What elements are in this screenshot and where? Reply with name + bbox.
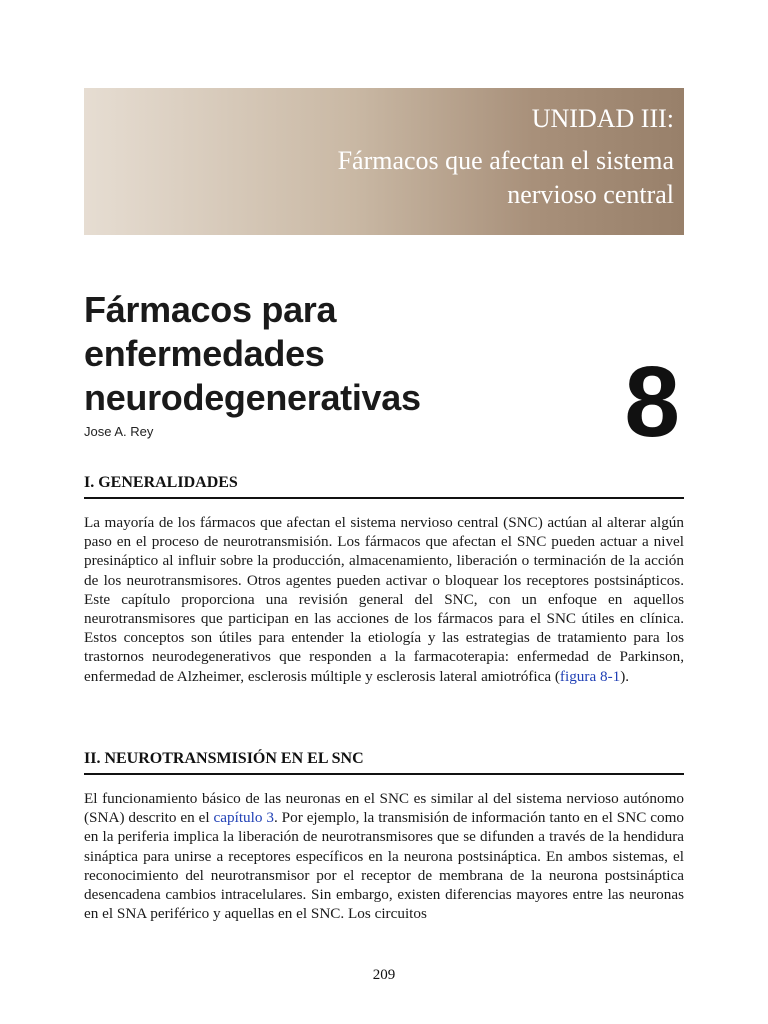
- section-generalidades: [84, 474, 684, 686]
- figure-reference-link[interactable]: figura 8-1: [559, 667, 621, 685]
- paragraph-text-end: . Por ejemplo, la transmisión de información tanto en el SNC como en la periferia implica la liberación de neurotransmisores que se difunden a través de la hendidura sináptica para unirse a receptores específicos en la neurona postsináptica. En ambos sistemas, el reconocimiento del neurotransmisor por el receptor de membrana de la neurona postsináptica desencadena cambios intracelulares. Sin embargo, existen diferencias mayores entre las neuronas en el SNA periférico y aquellas en el SNC. Los circuitos: [84, 809, 684, 923]
- section-neurotransmision: [84, 750, 684, 923]
- section-paragraph: [84, 513, 684, 686]
- unit-title: UNIDAD III:: [531, 104, 674, 133]
- chapter-title-line-3: neurodegenerativas: [84, 377, 421, 418]
- chapter-title-line-1: Fármacos para: [84, 289, 337, 330]
- chapter-number: 8: [624, 346, 680, 458]
- page-number: 209: [372, 967, 396, 983]
- chapter-reference-link[interactable]: capítulo 3: [213, 809, 274, 827]
- chapter-header: [84, 288, 684, 458]
- chapter-title-line-2: enfermedades: [84, 333, 325, 374]
- unit-banner: [84, 88, 684, 235]
- chapter-author: Jose A. Rey: [84, 424, 154, 439]
- chapter-title: [84, 288, 684, 420]
- unit-subtitle: [84, 144, 674, 212]
- section-heading: II. NEUROTRANSMISIÓN EN EL SNC: [84, 750, 684, 775]
- section-heading: I. GENERALIDADES: [84, 474, 684, 499]
- unit-subtitle-line-1: Fármacos que afectan el sistema: [337, 146, 674, 175]
- paragraph-text-end: ).: [620, 667, 630, 685]
- paragraph-text: El funcionamiento básico de las neuronas en el SNC es similar al del sistema nervioso autónomo (SNA) descrito en el: [84, 790, 684, 827]
- section-paragraph: [84, 789, 684, 923]
- unit-subtitle-line-2: nervioso central: [507, 180, 674, 209]
- paragraph-text: La mayoría de los fármacos que afectan el sistema nervioso central (SNC) actúan al alterar algún paso en el proceso de neurotransmisión. Los fármacos que afectan el SNC pueden actuar a nivel presináptico al influir sobre la producción, almacenamiento, liberación o terminación de la acción de los neurotransmisores. Otros agentes pueden activar o bloquear los receptores postsinápticos. Este capítulo proporciona una revisión general del SNC, con un enfoque en aquellos neurotransmisores que participan en las acciones de los fármacos para el SNC útiles en clínica. Estos conceptos son útiles para entender la etiología y las estrategias de tratamiento para los trastornos neurodegenerativos que responden a la farmacoterapia: enfermedad de Parkinson, enfermedad de Alzheimer, esclerosis múltiple y esclerosis lateral amiotrófica (: [84, 514, 684, 685]
